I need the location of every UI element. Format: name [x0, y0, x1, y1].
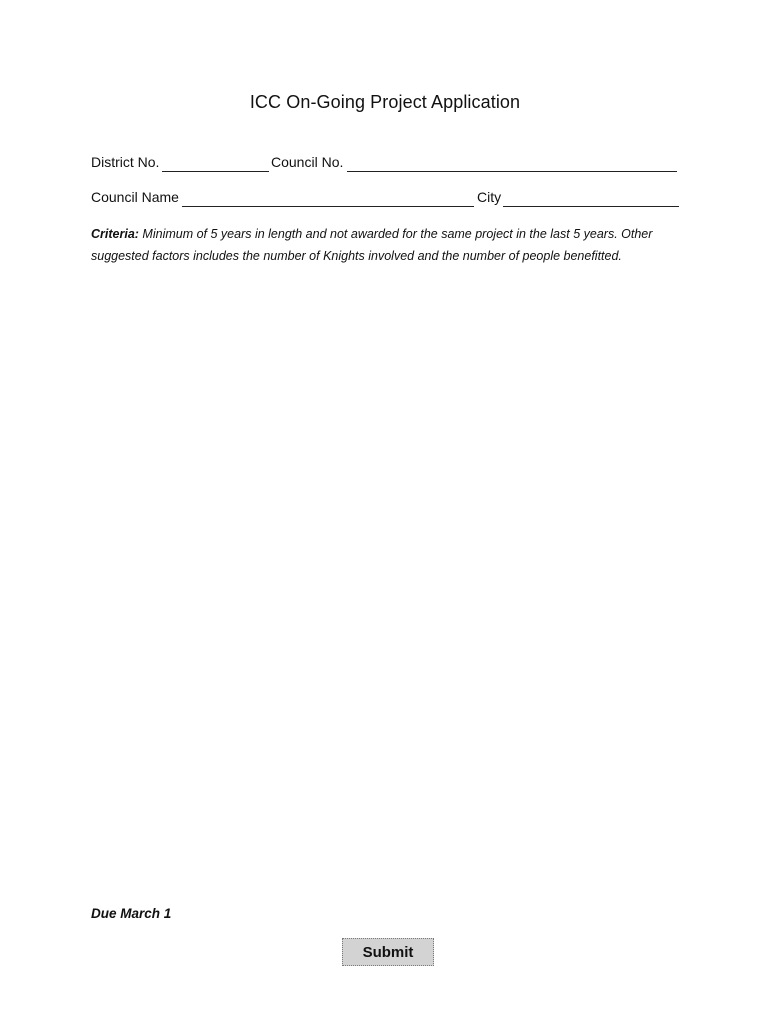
page-title: ICC On-Going Project Application	[249, 92, 521, 112]
criteria-text: Minimum of 5 years in length and not awarded for the same project in the last 5 years. Other suggested factors includes the number of Knights involved and the number of people benefitted.	[91, 227, 653, 263]
council-name-field[interactable]	[182, 190, 474, 207]
due-date: Due March 1	[91, 906, 172, 921]
council-no-field[interactable]	[347, 155, 677, 172]
council-city-row	[91, 189, 681, 209]
city-label: City	[477, 189, 502, 205]
district-council-row	[91, 154, 681, 174]
council-name-label: Council Name	[91, 189, 179, 205]
city-field[interactable]	[503, 190, 679, 207]
submit-button[interactable]: Submit	[342, 938, 434, 966]
council-no-label: Council No.	[271, 154, 344, 170]
district-no-label: District No.	[91, 154, 160, 170]
district-no-field[interactable]	[162, 155, 269, 172]
criteria-paragraph	[91, 223, 691, 267]
criteria-label: Criteria:	[91, 227, 139, 241]
